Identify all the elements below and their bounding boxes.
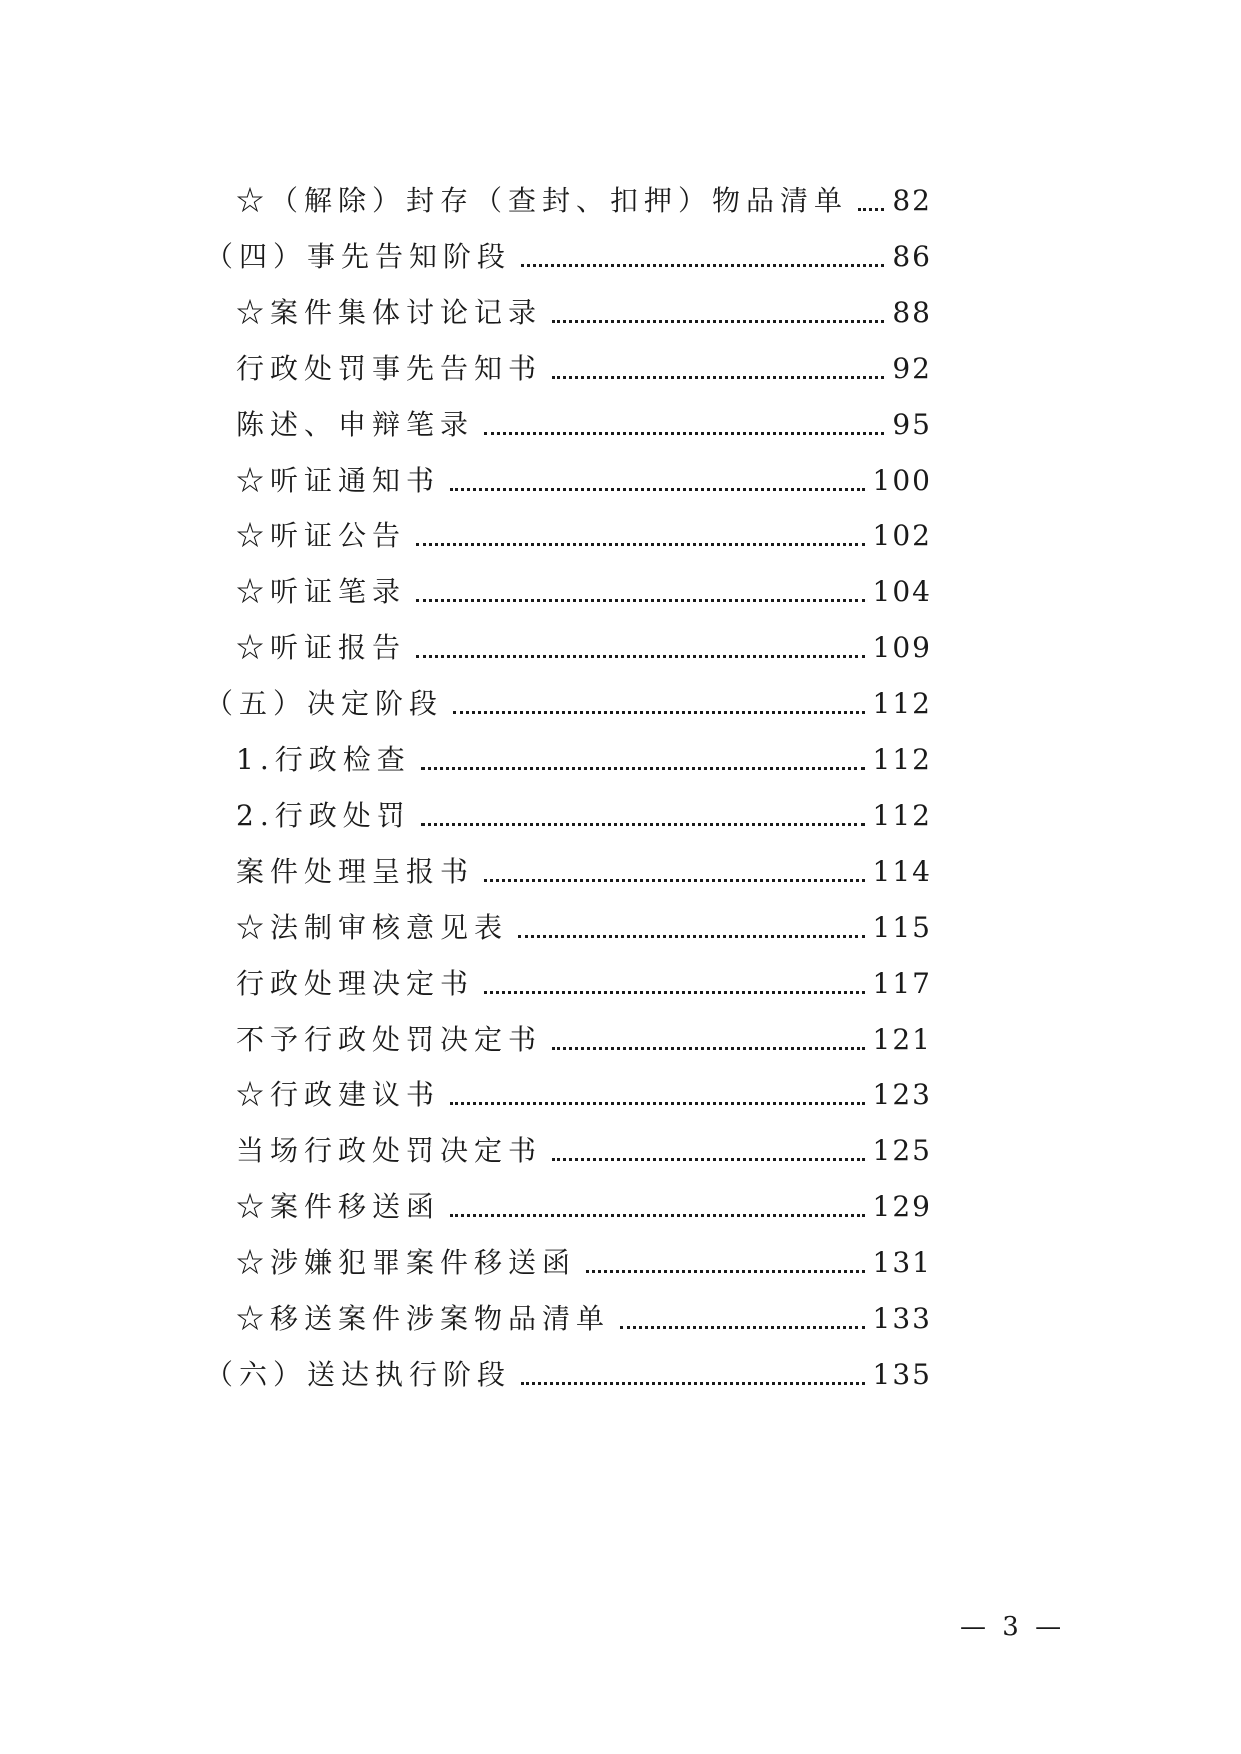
toc-entry-title: （四）事先告知阶段 <box>205 239 512 273</box>
toc-leader-dots <box>484 991 865 994</box>
toc-leader-dots <box>450 1214 865 1217</box>
toc-leader-dots <box>521 264 884 267</box>
toc-entry-title: ☆听证笔录 <box>236 575 407 609</box>
toc-leader-dots <box>518 935 865 938</box>
toc-leader-dots <box>421 767 865 770</box>
toc-entry <box>236 500 932 556</box>
toc-entry-title: ☆听证公告 <box>236 519 407 553</box>
toc-entry-title: ☆听证报告 <box>236 631 407 665</box>
toc-entry <box>236 1227 932 1283</box>
toc-entry-page: 115 <box>872 910 932 944</box>
toc-entry-page: 88 <box>892 295 932 329</box>
toc-entry-title: 2.行政处罚 <box>236 798 411 832</box>
toc-leader-dots <box>416 543 865 546</box>
toc-entry <box>236 1283 932 1339</box>
toc-entry-page: 121 <box>872 1022 932 1056</box>
toc-entry-page: 92 <box>892 351 932 385</box>
toc-leader-dots <box>450 488 865 491</box>
toc-entry-page: 129 <box>872 1190 932 1224</box>
toc-leader-dots <box>858 208 884 211</box>
toc-entry-page: 117 <box>872 966 932 1000</box>
toc-leader-dots <box>586 1270 865 1273</box>
toc-entry-page: 112 <box>872 687 932 721</box>
toc-entry-page: 104 <box>872 575 932 609</box>
toc-entry <box>236 612 932 668</box>
toc-leader-dots <box>453 711 865 714</box>
toc-entry <box>236 724 932 780</box>
toc-leader-dots <box>416 655 865 658</box>
toc-leader-dots <box>484 879 865 882</box>
toc-entry <box>236 1059 932 1115</box>
toc-entry-page: 109 <box>872 631 932 665</box>
toc-entry-title: ☆案件集体讨论记录 <box>236 295 543 329</box>
toc-entry-page: 125 <box>872 1134 932 1168</box>
toc-entry-page: 95 <box>892 407 932 441</box>
toc-entry <box>236 389 932 445</box>
toc-entry <box>205 668 932 724</box>
toc-entry-title: ☆法制审核意见表 <box>236 910 509 944</box>
toc-entry-page: 100 <box>872 463 932 497</box>
toc-entry-page: 112 <box>872 743 932 776</box>
toc-entry-page: 82 <box>892 184 932 217</box>
toc-entry-page: 114 <box>872 854 932 888</box>
toc-entry <box>236 556 932 612</box>
toc-entry <box>236 892 932 948</box>
toc-entry <box>236 1115 932 1171</box>
toc-entry-page: 133 <box>872 1302 932 1335</box>
toc-entry-title: 案件处理呈报书 <box>236 854 475 888</box>
toc-entry <box>236 1171 932 1227</box>
toc-leader-dots <box>521 1382 865 1385</box>
toc-entry <box>236 277 932 333</box>
toc-entry-title: ☆行政建议书 <box>236 1078 441 1112</box>
toc-leader-dots <box>620 1326 865 1329</box>
toc-entry-title: （六）送达执行阶段 <box>205 1357 512 1391</box>
toc-entry <box>236 165 932 221</box>
toc-leader-dots <box>552 1047 865 1050</box>
toc-entry-page: 112 <box>872 798 932 832</box>
toc-entry <box>236 333 932 389</box>
toc-entry-title: （五）决定阶段 <box>205 687 444 721</box>
toc-entry-title: ☆案件移送函 <box>236 1190 441 1224</box>
toc-entry-title: ☆听证通知书 <box>236 463 441 497</box>
toc-leader-dots <box>450 1102 865 1105</box>
toc-entry-title: ☆涉嫌犯罪案件移送函 <box>236 1246 577 1280</box>
toc-leader-dots <box>416 599 865 602</box>
toc-entry-page: 135 <box>872 1357 932 1391</box>
toc-entry-title: 陈述、申辩笔录 <box>236 407 475 441</box>
toc-entry-title: ☆（解除）封存（查封、扣押）物品清单 <box>236 184 849 217</box>
toc-entry-title: 行政处罚事先告知书 <box>236 351 543 385</box>
toc-entry <box>236 445 932 501</box>
toc-entry-page: 131 <box>872 1246 932 1280</box>
toc-leader-dots <box>552 376 884 379</box>
page-number: — 3 — <box>960 1612 1066 1642</box>
toc-leader-dots <box>552 320 884 323</box>
toc-entry-page: 102 <box>872 519 932 553</box>
toc-leader-dots <box>484 432 884 435</box>
toc-entry <box>205 1339 932 1395</box>
toc-entry <box>205 221 932 277</box>
toc-entry <box>236 780 932 836</box>
toc-entry-title: 1.行政检查 <box>236 743 411 776</box>
toc-entry-page: 123 <box>872 1078 932 1112</box>
toc-entry-title: 行政处理决定书 <box>236 966 475 1000</box>
toc-leader-dots <box>421 823 865 826</box>
toc-entry-title: 当场行政处罚决定书 <box>236 1134 543 1168</box>
toc-leader-dots <box>552 1158 865 1161</box>
toc-entry <box>236 836 932 892</box>
toc-entry-page: 86 <box>892 239 932 273</box>
toc-entry-title: 不予行政处罚决定书 <box>236 1022 543 1056</box>
toc-entry <box>236 948 932 1004</box>
toc-entry <box>236 1004 932 1060</box>
toc-entry-title: ☆移送案件涉案物品清单 <box>236 1302 611 1335</box>
